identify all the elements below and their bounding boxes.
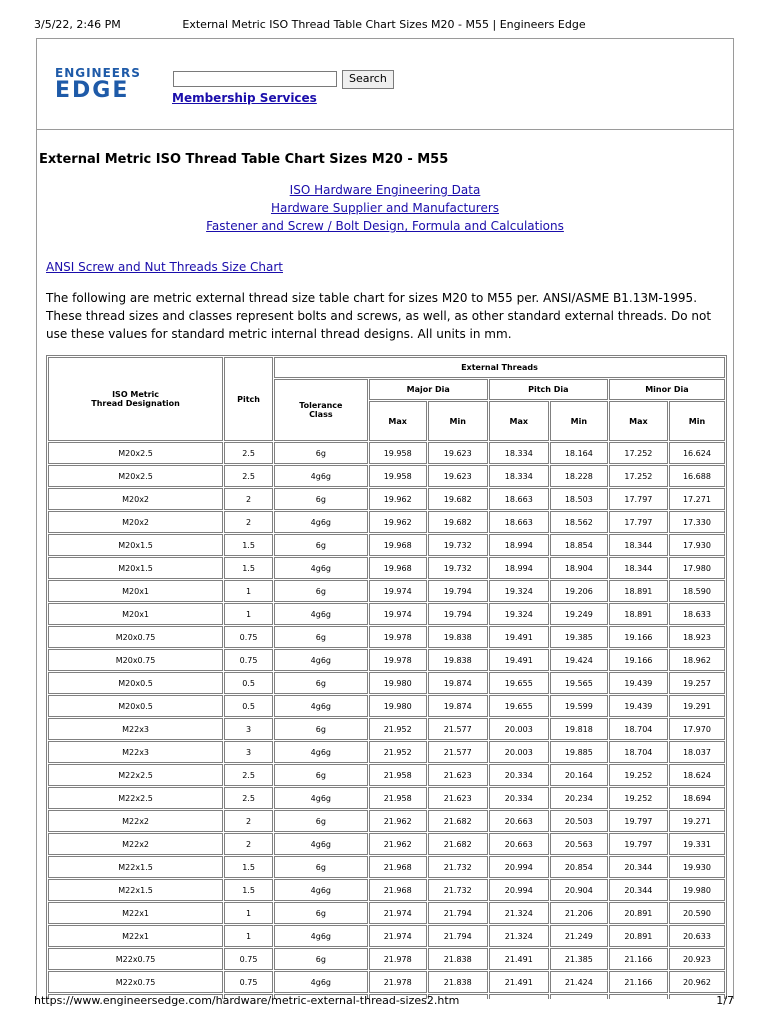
print-url: https://www.engineersedge.com/hardware/metric-external-thread-sizes2.htm [34, 994, 460, 1007]
cell-tolerance: 4g6g [274, 879, 368, 901]
page-frame [36, 38, 734, 999]
header-divider [37, 129, 733, 130]
cell-pitch-min: 18.562 [550, 511, 608, 533]
cell-major-min: 19.794 [428, 580, 488, 602]
cell-major-max: 19.978 [369, 626, 427, 648]
cell-pitch-max: 21.491 [489, 948, 549, 970]
table-row [48, 810, 725, 832]
cell-pitch-max: 19.324 [489, 603, 549, 625]
cell-pitch-max: 21.324 [489, 925, 549, 947]
cell-pitch: 1.5 [224, 856, 273, 878]
cell-pitch-min: 18.503 [550, 488, 608, 510]
cell-designation: M22x1 [48, 902, 223, 924]
cell-major-max: 19.974 [369, 603, 427, 625]
cell-designation: M22x3 [48, 741, 223, 763]
cell-pitch-max: 20.994 [489, 856, 549, 878]
cell-pitch: 2 [224, 488, 273, 510]
cell-tolerance: 6g [274, 488, 368, 510]
cell-major-min: 21.838 [428, 971, 488, 993]
cell-tolerance: 6g [274, 580, 368, 602]
cell-major-max: 21.974 [369, 925, 427, 947]
cell-minor-max: 18.704 [609, 718, 668, 740]
cell-tolerance: 4g6g [274, 787, 368, 809]
cell-minor-max: 17.252 [609, 465, 668, 487]
cell-pitch-min: 19.385 [550, 626, 608, 648]
cell-pitch: 0.5 [224, 672, 273, 694]
cell-tolerance: 6g [274, 764, 368, 786]
intro-paragraph: The following are metric external thread size table chart for sizes M20 to M55 per. ANSI/ASME B1.13M-1995. These thread sizes and classes represent bolts and screws, as well, as other standard external threads. Do not use these values for standard metric internal thread designs. All units in mm. [46, 291, 712, 341]
cell-pitch: 0.75 [224, 626, 273, 648]
print-header [0, 0, 768, 40]
cell-pitch-min: 18.164 [550, 442, 608, 464]
cell-major-min: 19.874 [428, 672, 488, 694]
cell-pitch-min: 21.424 [550, 971, 608, 993]
cell-tolerance: 4g6g [274, 925, 368, 947]
cell-tolerance: 6g [274, 718, 368, 740]
cell-tolerance: 6g [274, 856, 368, 878]
cell-major-max: 19.962 [369, 488, 427, 510]
cell-pitch: 3 [224, 741, 273, 763]
cell-minor-min: 17.330 [669, 511, 725, 533]
col-header-minor-min: Min [669, 401, 725, 441]
cell-pitch: 2.5 [224, 465, 273, 487]
cell-pitch-max: 18.334 [489, 442, 549, 464]
cell-pitch: 2 [224, 833, 273, 855]
cell-pitch-max: 18.334 [489, 465, 549, 487]
cell-major-min: 21.682 [428, 833, 488, 855]
table-row [48, 442, 725, 464]
cell-major-max: 21.958 [369, 764, 427, 786]
cell-pitch-max: 20.003 [489, 718, 549, 740]
cell-major-max: 21.952 [369, 718, 427, 740]
table-row [48, 902, 725, 924]
table-row [48, 626, 725, 648]
cell-major-min: 21.794 [428, 925, 488, 947]
logo-bottom-text: EDGE [55, 78, 130, 103]
cell-major-min: 21.577 [428, 718, 488, 740]
cell-minor-min: 18.624 [669, 764, 725, 786]
table-row [48, 833, 725, 855]
cell-minor-min: 20.962 [669, 971, 725, 993]
cell-pitch-max: 20.994 [489, 879, 549, 901]
cell-pitch-min: 19.206 [550, 580, 608, 602]
cell-pitch-min: 19.249 [550, 603, 608, 625]
cell-major-max: 19.968 [369, 557, 427, 579]
cell-minor-min: 19.257 [669, 672, 725, 694]
cell-tolerance: 4g6g [274, 557, 368, 579]
cell-designation: M20x0.5 [48, 672, 223, 694]
cell-pitch: 2 [224, 511, 273, 533]
table-row [48, 879, 725, 901]
cell-pitch-max: 18.994 [489, 557, 549, 579]
cell-minor-min: 18.962 [669, 649, 725, 671]
table-row [48, 764, 725, 786]
cell-tolerance: 4g6g [274, 741, 368, 763]
cell-minor-max: 19.166 [609, 626, 668, 648]
cell-tolerance: 6g [274, 672, 368, 694]
cell-minor-min: 16.624 [669, 442, 725, 464]
hardware-supplier-link[interactable]: Hardware Supplier and Manufacturers [270, 201, 500, 215]
cell-designation: M20x1 [48, 580, 223, 602]
cell-major-min: 19.682 [428, 488, 488, 510]
cell-tolerance: 6g [274, 534, 368, 556]
cell-minor-min: 18.590 [669, 580, 725, 602]
cell-designation: M22x2.5 [48, 764, 223, 786]
cell-pitch: 0.75 [224, 948, 273, 970]
cell-pitch: 2.5 [224, 442, 273, 464]
print-page-number: 1/7 [716, 994, 734, 1007]
print-date: 3/5/22, 2:46 PM [34, 18, 121, 31]
table-row [48, 511, 725, 533]
cell-major-max: 21.974 [369, 902, 427, 924]
cell-minor-max: 21.166 [609, 948, 668, 970]
cell-pitch: 0.75 [224, 649, 273, 671]
cell-major-min: 19.838 [428, 626, 488, 648]
cell-pitch-min: 19.818 [550, 718, 608, 740]
cell-pitch-max: 18.994 [489, 534, 549, 556]
cell-minor-max: 20.344 [609, 856, 668, 878]
cell-designation: M22x2 [48, 833, 223, 855]
col-header-major-max: Max [369, 401, 427, 441]
table-row [48, 695, 725, 717]
cell-minor-min: 19.980 [669, 879, 725, 901]
cell-minor-max: 17.797 [609, 488, 668, 510]
cell-minor-max: 20.344 [609, 879, 668, 901]
cell-major-max: 21.978 [369, 971, 427, 993]
cell-pitch-max: 20.663 [489, 833, 549, 855]
cell-tolerance: 4g6g [274, 971, 368, 993]
cell-designation: M22x1 [48, 925, 223, 947]
cell-pitch-min: 21.206 [550, 902, 608, 924]
cell-pitch-min: 20.563 [550, 833, 608, 855]
cell-pitch-max: 19.655 [489, 672, 549, 694]
cell-major-min: 21.732 [428, 879, 488, 901]
cell-minor-max: 19.252 [609, 787, 668, 809]
cell-major-max: 19.962 [369, 511, 427, 533]
cell-pitch-max: 20.334 [489, 787, 549, 809]
thread-table [46, 355, 727, 999]
cell-pitch: 1 [224, 603, 273, 625]
cell-minor-min: 20.923 [669, 948, 725, 970]
cell-tolerance: 4g6g [274, 695, 368, 717]
cell-major-max: 19.978 [369, 649, 427, 671]
cell-minor-max: 17.797 [609, 511, 668, 533]
table-row [48, 488, 725, 510]
cell-designation: M20x1 [48, 603, 223, 625]
cell-minor-max: 20.891 [609, 902, 668, 924]
col-header-minor-max: Max [609, 401, 668, 441]
cell-tolerance: 4g6g [274, 603, 368, 625]
ansi-threads-link[interactable]: ANSI Screw and Nut Threads Size Chart [46, 260, 283, 274]
cell-minor-max: 19.797 [609, 833, 668, 855]
table-row [48, 925, 725, 947]
cell-minor-max: 18.891 [609, 580, 668, 602]
col-header-designation: ISO Metric Thread Designation [48, 357, 223, 441]
table-row [48, 603, 725, 625]
col-header-tolerance: Tolerance Class [274, 379, 368, 441]
cell-tolerance: 4g6g [274, 833, 368, 855]
cell-minor-min: 18.037 [669, 741, 725, 763]
cell-pitch-min: 21.249 [550, 925, 608, 947]
cell-major-min: 19.838 [428, 649, 488, 671]
membership-services-link[interactable]: Membership Services [172, 91, 317, 105]
cell-pitch: 1 [224, 902, 273, 924]
table-row [48, 741, 725, 763]
iso-hardware-link[interactable]: ISO Hardware Engineering Data [289, 183, 481, 197]
cell-pitch-min: 19.885 [550, 741, 608, 763]
cell-designation: M22x0.75 [48, 971, 223, 993]
cell-minor-min: 20.590 [669, 902, 725, 924]
cell-designation: M22x2 [48, 810, 223, 832]
cell-pitch-min: 20.854 [550, 856, 608, 878]
thread-table-body [48, 442, 725, 999]
cell-major-max: 21.958 [369, 787, 427, 809]
cell-pitch-max: 20.334 [489, 764, 549, 786]
cell-pitch: 1.5 [224, 879, 273, 901]
cell-pitch-max: 19.491 [489, 626, 549, 648]
cell-major-max: 21.978 [369, 948, 427, 970]
cell-pitch-max: 18.663 [489, 511, 549, 533]
cell-minor-min: 17.970 [669, 718, 725, 740]
cell-major-max: 19.980 [369, 695, 427, 717]
col-header-pitch-dia: Pitch Dia [489, 379, 608, 400]
cell-minor-max: 18.344 [609, 534, 668, 556]
cell-major-min: 19.794 [428, 603, 488, 625]
cell-pitch-max: 20.663 [489, 810, 549, 832]
cell-major-min: 21.577 [428, 741, 488, 763]
cell-major-max: 19.958 [369, 442, 427, 464]
cell-major-min: 21.838 [428, 948, 488, 970]
print-title: External Metric ISO Thread Table Chart Sizes M20 - M55 | Engineers Edge [182, 18, 586, 31]
cell-minor-max: 18.704 [609, 741, 668, 763]
table-row [48, 948, 725, 970]
cell-minor-min: 19.271 [669, 810, 725, 832]
cell-pitch-min: 18.228 [550, 465, 608, 487]
cell-major-min: 19.732 [428, 534, 488, 556]
cell-pitch: 0.5 [224, 695, 273, 717]
cell-major-max: 21.962 [369, 833, 427, 855]
cell-pitch-min: 18.904 [550, 557, 608, 579]
cell-major-min: 21.682 [428, 810, 488, 832]
cell-pitch: 3 [224, 718, 273, 740]
cell-designation: M20x1.5 [48, 534, 223, 556]
col-header-external: External Threads [274, 357, 725, 378]
cell-pitch: 2.5 [224, 764, 273, 786]
cell-minor-max: 21.166 [609, 971, 668, 993]
cell-tolerance: 6g [274, 810, 368, 832]
cell-pitch: 2 [224, 810, 273, 832]
cell-pitch-max: 20.003 [489, 741, 549, 763]
cell-minor-max: 19.439 [609, 695, 668, 717]
cell-designation: M20x2 [48, 511, 223, 533]
page-title: External Metric ISO Thread Table Chart Sizes M20 - M55 [39, 152, 449, 167]
cell-major-max: 19.958 [369, 465, 427, 487]
cell-tolerance: 6g [274, 442, 368, 464]
cell-minor-max: 19.252 [609, 764, 668, 786]
cell-designation: M22x1.5 [48, 879, 223, 901]
cell-tolerance: 4g6g [274, 465, 368, 487]
search-input[interactable] [173, 71, 337, 87]
table-row [48, 672, 725, 694]
cell-major-min: 21.623 [428, 764, 488, 786]
cell-designation: M22x3 [48, 718, 223, 740]
cell-pitch-min: 20.904 [550, 879, 608, 901]
related-links [37, 181, 733, 235]
cell-minor-min: 18.923 [669, 626, 725, 648]
col-header-minor: Minor Dia [609, 379, 725, 400]
cell-pitch-min: 19.424 [550, 649, 608, 671]
cell-major-min: 21.794 [428, 902, 488, 924]
cell-minor-max: 18.344 [609, 557, 668, 579]
cell-pitch-min: 18.854 [550, 534, 608, 556]
cell-major-min: 19.874 [428, 695, 488, 717]
cell-major-max: 19.968 [369, 534, 427, 556]
cell-designation: M20x1.5 [48, 557, 223, 579]
cell-designation: M20x2 [48, 488, 223, 510]
cell-designation: M20x0.75 [48, 649, 223, 671]
table-row [48, 557, 725, 579]
fastener-design-link[interactable]: Fastener and Screw / Bolt Design, Formula and Calculations [206, 219, 564, 233]
cell-major-min: 19.682 [428, 511, 488, 533]
cell-designation: M22x0.75 [48, 948, 223, 970]
cell-tolerance: 6g [274, 948, 368, 970]
cell-pitch-max: 18.663 [489, 488, 549, 510]
cell-pitch-min: 20.503 [550, 810, 608, 832]
cell-pitch: 1 [224, 925, 273, 947]
cell-designation: M20x0.75 [48, 626, 223, 648]
cell-minor-min: 17.271 [669, 488, 725, 510]
cell-minor-max: 20.891 [609, 925, 668, 947]
cell-pitch-min: 20.234 [550, 787, 608, 809]
logo-top-text: ENGINEERS [55, 66, 141, 80]
table-row [48, 580, 725, 602]
cell-designation: M20x2.5 [48, 465, 223, 487]
cell-minor-min: 19.930 [669, 856, 725, 878]
cell-pitch: 1.5 [224, 557, 273, 579]
cell-major-max: 21.962 [369, 810, 427, 832]
cell-major-max: 21.968 [369, 879, 427, 901]
table-row [48, 534, 725, 556]
table-row [48, 649, 725, 671]
cell-minor-min: 17.930 [669, 534, 725, 556]
cell-tolerance: 4g6g [274, 511, 368, 533]
cell-minor-min: 18.694 [669, 787, 725, 809]
print-footer [0, 990, 768, 1024]
cell-major-min: 19.623 [428, 465, 488, 487]
cell-designation: M22x2.5 [48, 787, 223, 809]
cell-minor-min: 17.980 [669, 557, 725, 579]
cell-pitch-max: 19.655 [489, 695, 549, 717]
cell-major-max: 21.952 [369, 741, 427, 763]
cell-major-min: 21.623 [428, 787, 488, 809]
col-header-major: Major Dia [369, 379, 488, 400]
engineers-edge-logo[interactable] [55, 67, 141, 102]
cell-pitch-min: 21.385 [550, 948, 608, 970]
table-row [48, 718, 725, 740]
cell-minor-max: 19.439 [609, 672, 668, 694]
cell-major-min: 21.732 [428, 856, 488, 878]
cell-minor-max: 19.797 [609, 810, 668, 832]
cell-major-max: 19.980 [369, 672, 427, 694]
cell-pitch-max: 19.491 [489, 649, 549, 671]
search-button[interactable]: Search [342, 70, 394, 89]
cell-pitch-max: 19.324 [489, 580, 549, 602]
cell-pitch-min: 19.599 [550, 695, 608, 717]
cell-major-min: 19.623 [428, 442, 488, 464]
col-header-major-min: Min [428, 401, 488, 441]
cell-designation: M20x0.5 [48, 695, 223, 717]
cell-minor-min: 18.633 [669, 603, 725, 625]
cell-minor-max: 17.252 [609, 442, 668, 464]
table-row [48, 856, 725, 878]
table-row [48, 465, 725, 487]
cell-major-max: 19.974 [369, 580, 427, 602]
col-header-pitch-max: Max [489, 401, 549, 441]
cell-major-min: 19.732 [428, 557, 488, 579]
cell-tolerance: 6g [274, 902, 368, 924]
cell-minor-min: 20.633 [669, 925, 725, 947]
cell-pitch-max: 21.324 [489, 902, 549, 924]
cell-pitch-min: 19.565 [550, 672, 608, 694]
cell-tolerance: 6g [274, 626, 368, 648]
cell-pitch: 2.5 [224, 787, 273, 809]
table-row [48, 787, 725, 809]
cell-minor-min: 19.291 [669, 695, 725, 717]
cell-pitch: 1 [224, 580, 273, 602]
col-header-pitch-min: Min [550, 401, 608, 441]
cell-pitch: 1.5 [224, 534, 273, 556]
cell-pitch-min: 20.164 [550, 764, 608, 786]
cell-minor-min: 16.688 [669, 465, 725, 487]
cell-pitch: 0.75 [224, 971, 273, 993]
cell-major-max: 21.968 [369, 856, 427, 878]
cell-designation: M22x1.5 [48, 856, 223, 878]
cell-designation: M20x2.5 [48, 442, 223, 464]
cell-minor-max: 19.166 [609, 649, 668, 671]
cell-tolerance: 4g6g [274, 649, 368, 671]
cell-minor-min: 19.331 [669, 833, 725, 855]
col-header-pitch: Pitch [224, 357, 273, 441]
cell-pitch-max: 21.491 [489, 971, 549, 993]
cell-minor-max: 18.891 [609, 603, 668, 625]
